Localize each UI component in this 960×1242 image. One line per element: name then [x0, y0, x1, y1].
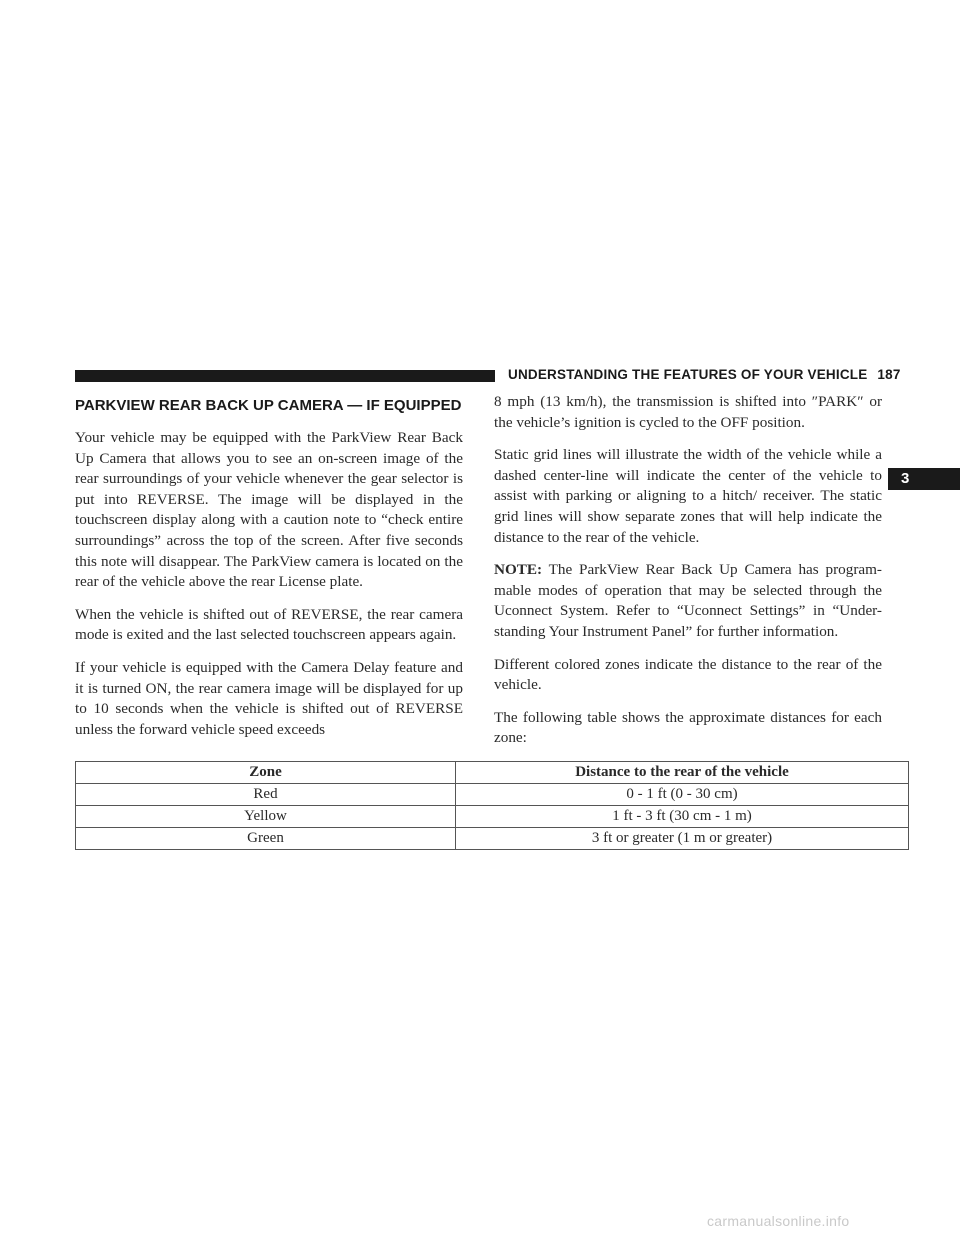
- page-number: 187: [877, 367, 901, 382]
- table-cell-zone: Green: [76, 828, 456, 850]
- left-column: [75, 396, 463, 752]
- table-cell-distance: 3 ft or greater (1 m or greater): [456, 828, 909, 850]
- table-cell-distance: 0 - 1 ft (0 - 30 cm): [456, 784, 909, 806]
- table-row: [76, 828, 909, 850]
- paragraph: If your vehicle is equipped with the Camera Delay feature and it is turned ON, the rear camera image will be displayed for up to 10 seconds when the vehicle is shifted out of REVERSE unless the forward vehicle speed exceeds: [75, 658, 463, 738]
- paragraph: The following table shows the approximate distances for each zone:: [494, 708, 882, 747]
- note-paragraph: [494, 560, 882, 642]
- section-title: PARKVIEW REAR BACK UP CAMERA — IF EQUIPPED: [75, 397, 462, 414]
- note-label: NOTE:: [494, 561, 543, 579]
- paragraph: 8 mph (13 km/h), the transmission is shifted into ″PARK″ or the vehicle’s ignition is cycled to the OFF position.: [494, 393, 882, 431]
- table-header-zone: Zone: [76, 762, 456, 784]
- header-title: UNDERSTANDING THE FEATURES OF YOUR VEHICLE: [508, 367, 868, 382]
- paragraph: Static grid lines will illustrate the width of the vehicle while a dashed center-line will indicate the center of the vehicle to assist with parking or aligning to a hitch/ receiver. The static grid lines will show separate zones that will help indicate the distance to the rear of the vehicle.: [494, 446, 882, 546]
- table-cell-zone: Red: [76, 784, 456, 806]
- header-rule: [75, 370, 495, 382]
- note-text: The ParkView Rear Back Up Camera has program-mable modes of operation that may be selected through the Uconnect System. Refer to “Uconnect Settings” in “Under-standing Your Instrument Panel” for further information.: [494, 561, 882, 640]
- table-header-row: [76, 762, 909, 784]
- table-cell-zone: Yellow: [76, 806, 456, 828]
- zone-distance-table: [75, 761, 909, 850]
- table-cell-distance: 1 ft - 3 ft (30 cm - 1 m): [456, 806, 909, 828]
- chapter-tab: 3: [888, 468, 960, 490]
- table-row: [76, 806, 909, 828]
- running-header: [508, 367, 901, 382]
- right-column: [494, 392, 882, 761]
- table-row: [76, 784, 909, 806]
- table-header-distance: Distance to the rear of the vehicle: [456, 762, 909, 784]
- watermark: carmanualsonline.info: [707, 1213, 850, 1229]
- paragraph: Your vehicle may be equipped with the ParkView Rear Back Up Camera that allows you to see an on-screen image of the rear surroundings of your vehicle whenever the gear selector is put into REVERSE. The image will be displayed in the touchscreen display along with a caution note to “check entire surroundings” across the top of the screen. After five seconds this note will disappear. The ParkView camera is located on the rear of the vehicle above the rear License plate.: [75, 429, 463, 591]
- paragraph: When the vehicle is shifted out of REVERSE, the rear camera mode is exited and the last selected touchscreen appears again.: [75, 605, 463, 644]
- paragraph: Different colored zones indicate the distance to the rear of the vehicle.: [494, 655, 882, 694]
